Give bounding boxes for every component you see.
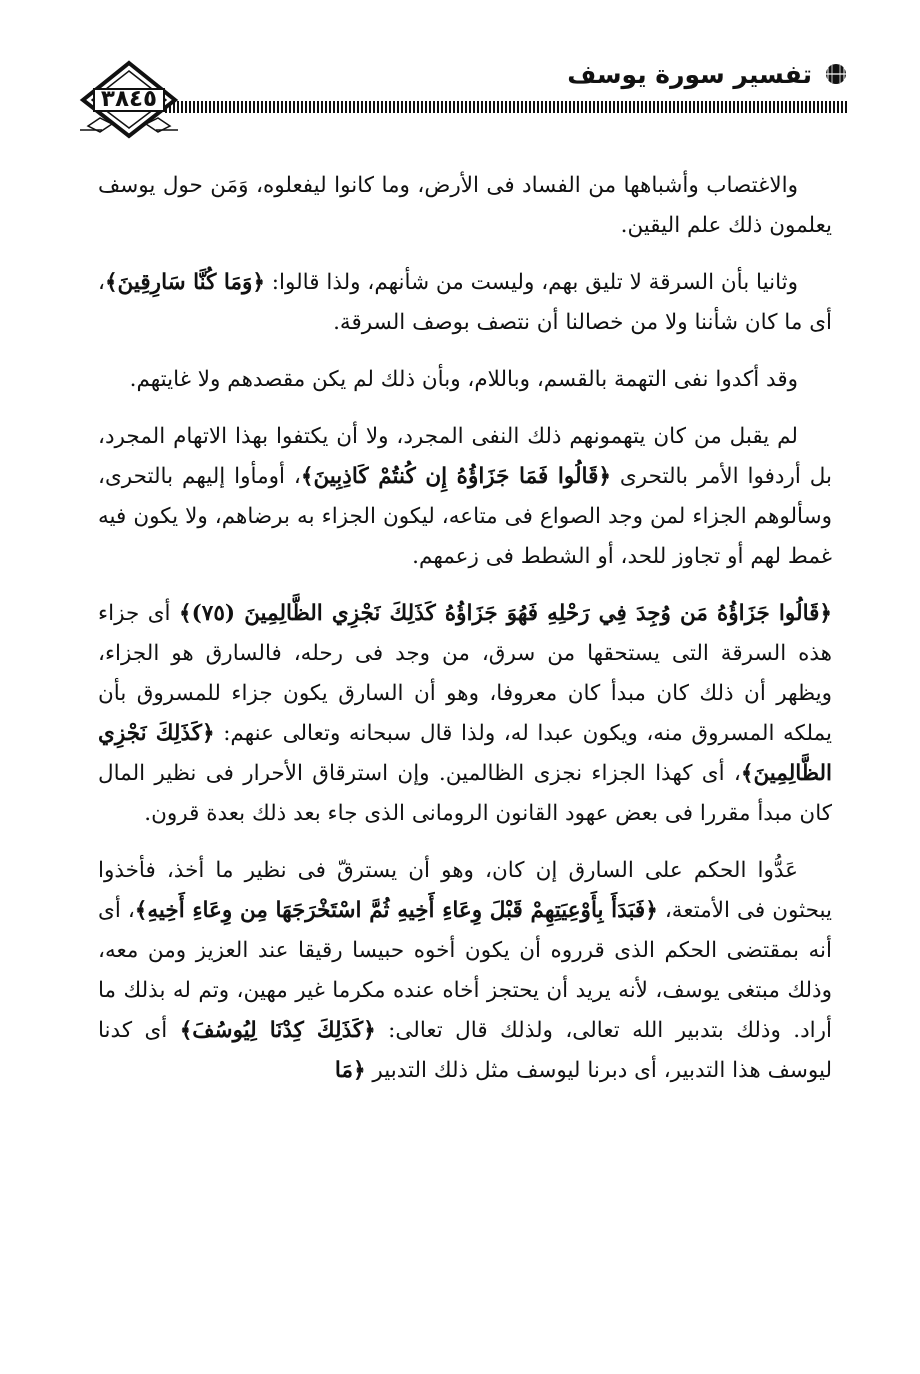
quran-verse: ﴿وَمَا كُنَّا سَارِقِينَ﴾ bbox=[104, 270, 265, 295]
paragraph-text: والاغتصاب وأشباهها من الفساد فى الأرض، وما كانوا ليفعلوه، وَمَن حول يوسف يعلمون ذلك علم اليقين. bbox=[98, 173, 832, 238]
paragraph bbox=[98, 263, 832, 343]
paragraph-text: وقد أكدوا نفى التهمة بالقسم، وباللام، وبأن ذلك لم يكن مقصدهم ولا غايتهم. bbox=[129, 367, 798, 392]
paragraph-text: ، أى كهذا الجزاء نجزى الظالمين. وإن استرقاق الأحرار فى نظير المال كان مبدأ مقررا فى بعض عهود القانون الرومانى الذى جاء بعد ذلك بعدة قرون. bbox=[98, 761, 832, 826]
paragraph bbox=[98, 360, 832, 400]
paragraph-text: ، أى ما كان شأننا ولا من خصالنا أن نتصف بوصف السرقة. bbox=[98, 270, 832, 335]
quran-verse: ﴿كَذَلِكَ كِدْنَا لِيُوسُفَ﴾ bbox=[179, 1018, 376, 1043]
paragraph-text: لم يقبل من كان يتهمونهم ذلك النفى المجرد، ولا أن يكتفوا بهذا الاتهام المجرد، بل أردفوا الأمر بالتحرى bbox=[98, 424, 833, 489]
paragraph-text: ، أومأوا إليهم بالتحرى، وسألوهم الجزاء لمن وجد الصواع فى متاعه، ليكون الجزاء به برضاهم، ولا يكون فيه غمط لهم أو تجاوز للحد، أو الشطط فى زعمهم. bbox=[98, 464, 832, 569]
running-title: تفسير سورة يوسف bbox=[567, 60, 812, 89]
quran-verse: ﴿فَبَدَأَ بِأَوْعِيَتِهِمْ قَبْلَ وِعَاءِ أَخِيهِ ثُمَّ اسْتَخْرَجَهَا مِن وِعَاءِ أَخِيهِ﴾ bbox=[134, 898, 658, 923]
paragraph-text: وثانيا بأن السرقة لا تليق بهم، وليست من شأنهم، ولذا قالوا: bbox=[264, 270, 798, 295]
ornament-bullet-icon bbox=[822, 62, 850, 86]
paragraph bbox=[98, 166, 832, 246]
paragraph bbox=[98, 417, 832, 577]
page-header bbox=[0, 0, 920, 150]
paragraph-text: عَدُّوا الحكم على السارق إن كان، وهو أن يسترقّ فى نظير ما أخذ، فأخذوا يبحثون فى الأمتعة، bbox=[98, 858, 832, 923]
paragraph bbox=[98, 594, 832, 834]
quran-verse: ﴿كَذَلِكَ نَجْزِي الظَّالِمِينَ﴾ bbox=[98, 721, 832, 786]
paragraph-text: أى كدنا ليوسف هذا التدبير، أى دبرنا ليوسف مثل ذلك التدبير bbox=[98, 1018, 832, 1083]
quran-verse: ﴿مَا bbox=[334, 1058, 366, 1083]
paragraph-text: ، أى أنه بمقتضى الحكم الذى قرروه أن يكون أخوه حبيسا رقيقا عند العزيز ومن معه، وذلك مبتغى يوسف، لأنه يريد أن يحتجز أخاه عنده مكرما غير مهين، وتم له بذلك ما أراد. وذلك بتدبير الله تعالى، ولذلك قال تعالى: bbox=[98, 898, 832, 1043]
page-number: ٣٨٤٥ bbox=[100, 86, 158, 112]
paragraph bbox=[98, 851, 832, 1091]
paragraph-text: أى جزاء هذه السرقة التى يستحقها من سرق، من وجد فى رحله، فالسارق هو الجزاء، ويظهر أن ذلك كان مبدأ كان معروفا، وهو أن السارق يكون جزاء للمسروق بأن يملكه المسروق منه، ويكون عبدا له، ولذا قال سبحانه وتعالى عنهم: bbox=[98, 601, 832, 746]
quran-verse: ﴿قَالُوا جَزَاؤُهُ مَن وُجِدَ فِي رَحْلِهِ فَهُوَ جَزَاؤُهُ كَذَلِكَ نَجْزِي الظَّالِمِينَ (٧٥)﴾ bbox=[179, 601, 832, 626]
header-rule bbox=[165, 101, 848, 113]
body-text bbox=[98, 166, 832, 1108]
quran-verse: ﴿قَالُوا فَمَا جَزَاؤُهُ إِن كُنتُمْ كَاذِبِينَ﴾ bbox=[300, 464, 611, 489]
